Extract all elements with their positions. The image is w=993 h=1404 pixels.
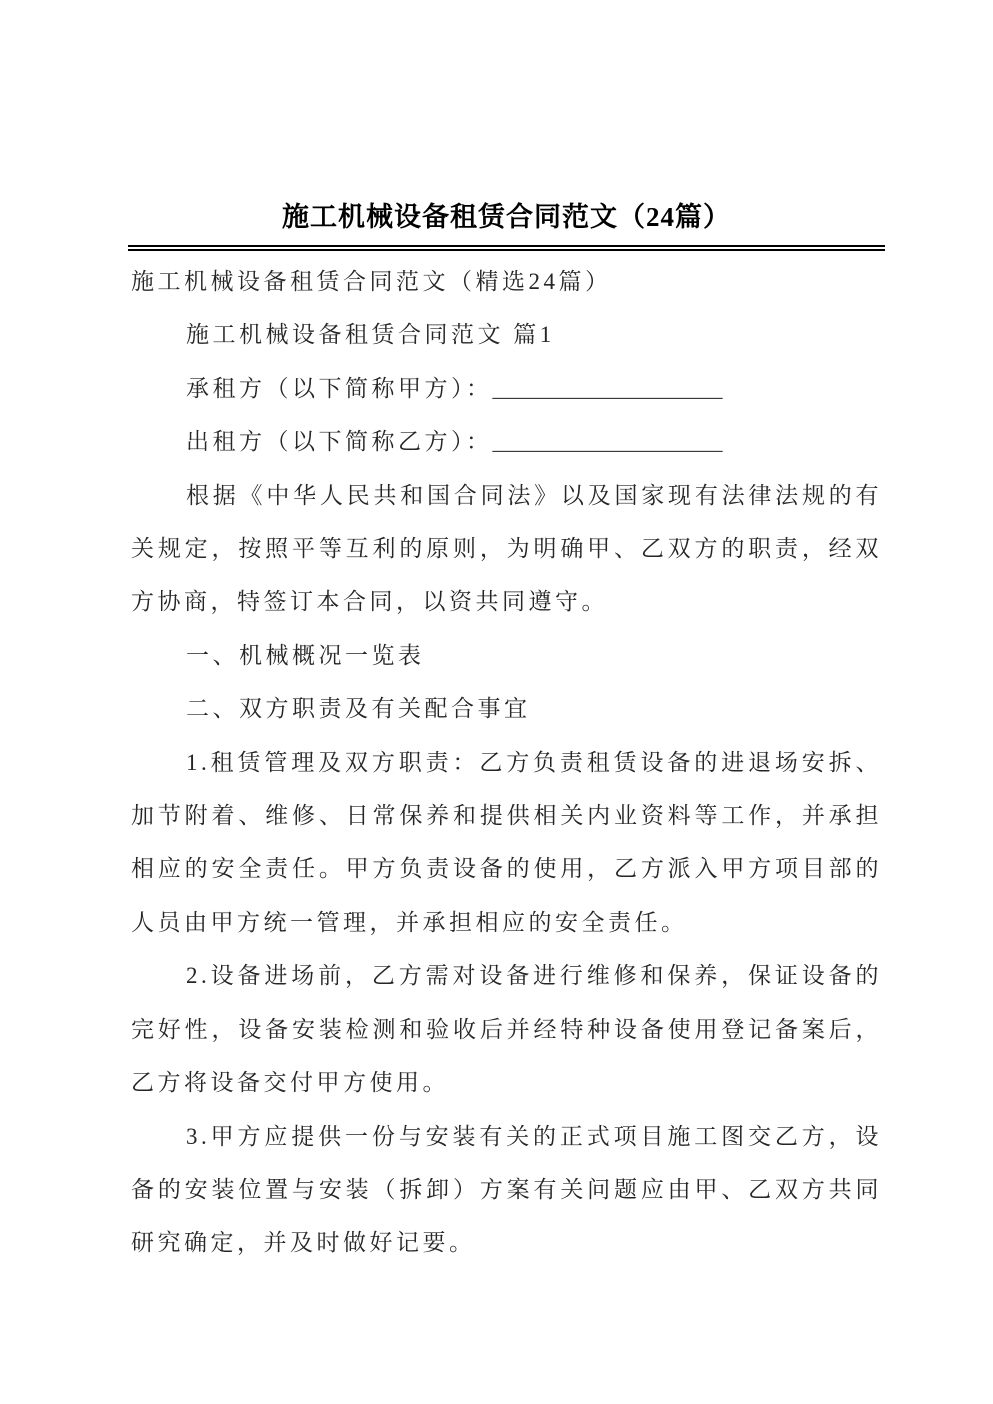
paragraph-text: 施工机械设备租赁合同范文 篇1 (186, 322, 555, 348)
paragraph (131, 469, 882, 629)
paragraph (131, 415, 882, 468)
paragraph-text: 1.租赁管理及双方职责：乙方负责租赁设备的进退场安拆、加节附着、维修、日常保养和提供相关内业资料等工作，并承担相应的安全责任。甲方负责设备的使用，乙方派入甲方项目部的人员由甲方统一管理，并承担相应的安全责任。 (131, 749, 882, 935)
paragraph-text: 2.设备进场前，乙方需对设备进行维修和保养，保证设备的完好性，设备安装检测和验收后并经特种设备使用登记备案后，乙方将设备交付甲方使用。 (131, 963, 882, 1096)
paragraph (131, 682, 882, 735)
paragraph (131, 949, 882, 1109)
title-divider (128, 245, 885, 251)
fill-in-blank: ____________________ (492, 429, 723, 455)
paragraph (131, 255, 882, 308)
paragraph-text: 二、双方职责及有关配合事宜 (186, 696, 531, 722)
paragraph-text: 出租方（以下简称乙方）： (186, 429, 493, 455)
paragraph-text: 根据《中华人民共和国合同法》以及国家现有法律法规的有关规定，按照平等互利的原则，为明确甲、乙双方的职责，经双方协商，特签订本合同，以资共同遵守。 (131, 482, 882, 615)
paragraph (131, 362, 882, 415)
paragraph-text: 施工机械设备租赁合同范文（精选24篇） (131, 269, 612, 294)
paragraph (131, 736, 882, 950)
paragraph-text: 一、机械概况一览表 (186, 642, 425, 668)
paragraph (131, 308, 882, 361)
fill-in-blank: ____________________ (492, 375, 723, 401)
document-title: 施工机械设备租赁合同范文（24篇） (282, 202, 731, 232)
paragraph-text: 承租方（以下简称甲方）： (186, 375, 493, 401)
paragraph-text: 3.甲方应提供一份与安装有关的正式项目施工图交乙方，设备的安装位置与安装（拆卸）方案有关问题应由甲、乙双方共同研究确定，并及时做好记要。 (131, 1123, 882, 1256)
document-body (131, 255, 882, 1270)
paragraph (131, 1110, 882, 1270)
paragraph (131, 629, 882, 682)
